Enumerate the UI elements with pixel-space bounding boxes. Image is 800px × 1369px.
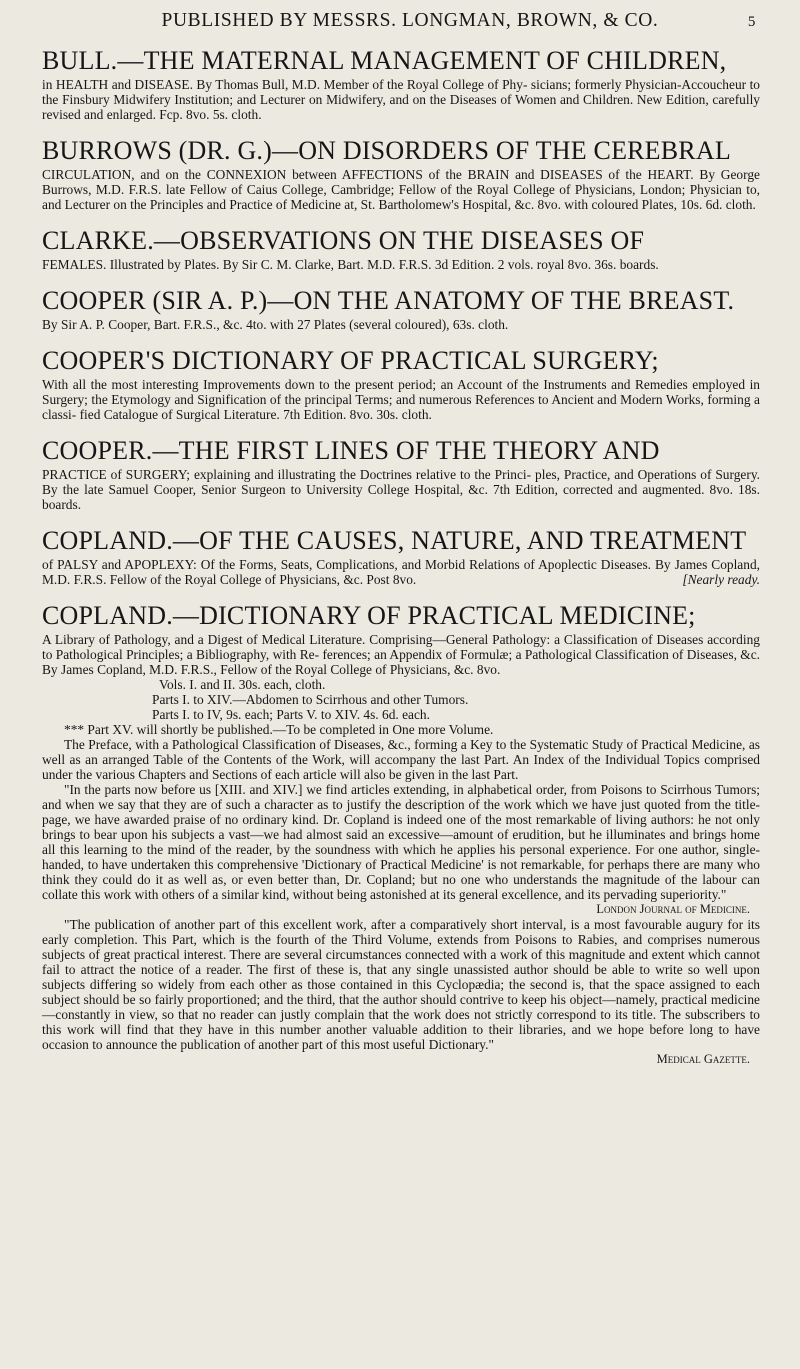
entry-heading: CLARKE.—OBSERVATIONS ON THE DISEASES OF bbox=[42, 226, 645, 255]
description-line: on Midwifery, and on the Diseases of Women and Children. New Edition, carefully revised bbox=[42, 92, 760, 122]
review-paragraph: "The publication of another part of this excellent work, after a comparatively short interval, is a most favourable augury for its early completion. This Part, which is the fourth of the Third Volume, extends from Poisons to Rabies, and comprises numerous subjects of great practical interest. There are several circumstances connected with a work of this magnitude and extent which cannot fail to attract the notice of a reader. The first of these is, that any single unassisted author should be able to write so well upon subjects differing so widely from each other as those contained in this Cyclopædia; the second is, that the space assigned to each subject should be so fairly proportioned; and the third, that the author should contrive to keep his object—namely, practical medicine—constantly in view, so that no reader can justly complain that the work does not strictly correspond to its title. The subscribers to this work will find that they have in this number another valuable addition to their libraries, and we hope before long to have occasion to announce the publication of another part of this most useful Dictionary." bbox=[42, 917, 760, 1052]
description-line: Cambridge; Fellow of the Royal College of Physicians, London; Physician to, and Lecturer on bbox=[42, 182, 760, 212]
description-line: FEMALES. Illustrated by Plates. By Sir C. M. Clarke, Bart. M.D. F.R.S. 3d Edition. bbox=[42, 257, 495, 272]
description-line: ples, Practice, and Operations of Surgery. By the late Samuel Cooper, Senior Surgeon to bbox=[42, 467, 760, 497]
description-line: James Copland, M.D. F.R.S., Fellow of the Royal College of Physicians, &c. 8vo. bbox=[61, 662, 501, 677]
entry-description bbox=[42, 77, 760, 122]
entry-description bbox=[42, 632, 760, 677]
review-citation: London Journal of Medicine. bbox=[596, 902, 750, 916]
entry-description bbox=[42, 317, 760, 332]
description-line: By Sir A. P. Cooper, Bart. F.R.S., &c. 4to. with 27 Plates (several coloured), 63s. cloth. bbox=[42, 317, 509, 332]
page-number: 5 bbox=[747, 14, 756, 30]
catalogue-entries bbox=[42, 46, 760, 1067]
catalogue-entry bbox=[42, 436, 760, 512]
availability-note: [Nearly ready. bbox=[682, 572, 760, 587]
description-line: principal Terms; and numerous References to Ancient and Modern Works, forming a classi- bbox=[42, 392, 760, 422]
catalogue-entry bbox=[42, 601, 760, 1067]
review-paragraph: "In the parts now before us [XIII. and XIV.] we find articles extending, in alphabetical order, from Poisons to Scirrhous Tumors; and when we say that they are of such a character as to justify the description of the work which we have just quoted from the title-page, we have awarded praise of no ordinary kind. Dr. Copland is indeed one of the most remarkable of living authors: he not only brings to bear upon his subjects a vast—we had almost said an excessive—amount of erudition, but he illuminates and brings home all this learning to the mind of the reader, by the soundness with which he applies his personal experience. For one author, single-handed, to have undertaken this comprehensive 'Dictionary of Practical Medicine' is not remarkable, for perhaps there are many who think they could do it as well as, or even better than, Dr. Copland; but no one who understands the magnitude of the labour can collate this work with others of a similar kind, without being astonished at its general excellence, and its pervading superiority." bbox=[42, 782, 760, 902]
catalogue-entry bbox=[42, 226, 760, 272]
review-citation: Medical Gazette. bbox=[656, 1052, 750, 1066]
description-line: ferences; an Appendix of Formulæ; a Pathological Classification of Diseases, &c. By bbox=[42, 647, 760, 677]
entry-heading: BULL.—THE MATERNAL MANAGEMENT OF CHILDREN, bbox=[42, 46, 727, 75]
entry-description bbox=[42, 377, 760, 422]
description-line: fied Catalogue of Surgical Literature. 7th Edition. 8vo. 30s. cloth. bbox=[79, 407, 432, 422]
description-line: Apoplectic Diseases. By James Copland, M.D. F.R.S. Fellow of the Royal College of bbox=[42, 557, 760, 587]
catalogue-entry bbox=[42, 136, 760, 212]
description-line: Physicians, &c. Post 8vo. bbox=[279, 572, 417, 587]
description-line: DISEASES of the HEART. By George Burrows, M.D. F.R.S. late Fellow of Caius College, bbox=[42, 167, 760, 197]
entry-description bbox=[42, 257, 760, 272]
description-line: Instruments and Remedies employed in Surgery; the Etymology and Signification of the bbox=[42, 377, 760, 407]
running-head bbox=[72, 10, 756, 40]
entry-description bbox=[42, 467, 760, 512]
description-line: 2 vols. royal 8vo. 36s. boards. bbox=[497, 257, 659, 272]
catalogue-entry bbox=[42, 286, 760, 332]
publisher-title: PUBLISHED BY MESSRS. LONGMAN, BROWN, & CO. bbox=[161, 10, 659, 31]
catalogue-entry bbox=[42, 346, 760, 422]
description-line: A Library of Pathology, and a Digest of Medical Literature. Comprising—General Pathology: bbox=[42, 632, 551, 647]
review-paragraph: The Preface, with a Pathological Classification of Diseases, &c., forming a Key to the Systematic Study of Practical Medicine, as well as an arranged Table of the Contents of the Work, will accompany the last Part. An Index of the Individual Topics comprised under the various Chapters and Sections of each article will also be given in the last Part. bbox=[42, 737, 760, 782]
catalogue-entry bbox=[42, 46, 760, 122]
description-line: CIRCULATION, and on the CONNEXION between AFFECTIONS of the BRAIN and bbox=[42, 167, 535, 182]
description-line: a Classification of Diseases according to Pathological Principles; a Bibliography, with Re- bbox=[42, 632, 760, 662]
description-line: University College Hospital, &c. 7th Edition, corrected and augmented. 8vo. 18s. boards. bbox=[42, 482, 760, 512]
publication-note: *** Part XV. will shortly be published.—To be completed in One more Volume. bbox=[64, 722, 494, 737]
description-line: of PALSY and APOPLEXY: Of the Forms, Seats, Complications, and Morbid Relations of bbox=[42, 557, 535, 572]
description-line: and enlarged. Fcp. 8vo. 5s. cloth. bbox=[84, 107, 262, 122]
entry-heading: COPLAND.—DICTIONARY OF PRACTICAL MEDICINE; bbox=[42, 601, 696, 630]
volume-line: Vols. I. and II. 30s. each, cloth. bbox=[159, 677, 326, 692]
entry-description bbox=[42, 167, 760, 212]
entry-heading: COOPER'S DICTIONARY OF PRACTICAL SURGERY; bbox=[42, 346, 659, 375]
entry-heading: COOPER.—THE FIRST LINES OF THE THEORY AND bbox=[42, 436, 660, 465]
description-line: sicians; formerly Physician-Accoucheur to the Finsbury Midwifery Institution; and Lecturer bbox=[42, 77, 760, 107]
description-line: in HEALTH and DISEASE. By Thomas Bull, M.D. Member of the Royal College of Phy- bbox=[42, 77, 528, 92]
entry-description bbox=[42, 557, 760, 587]
description-line: With all the most interesting Improvements down to the present period; an Account of the bbox=[42, 377, 539, 392]
volume-line: Parts I. to IV, 9s. each; Parts V. to XIV. 4s. 6d. each. bbox=[152, 707, 430, 722]
entry-heading: COOPER (SIR A. P.)—ON THE ANATOMY OF THE BREAST. bbox=[42, 286, 735, 315]
entry-heading: COPLAND.—OF THE CAUSES, NATURE, AND TREATMENT bbox=[42, 526, 747, 555]
description-line: the Principles and Practice of Medicine at, St. Bartholomew's Hospital, &c. 8vo. with bbox=[130, 197, 589, 212]
volume-line: Parts I. to XIV.—Abdomen to Scirrhous and other Tumors. bbox=[152, 692, 469, 707]
description-line: coloured Plates, 10s. 6d. cloth. bbox=[591, 197, 756, 212]
catalogue-entry bbox=[42, 526, 760, 587]
entry-heading: BURROWS (DR. G.)—ON DISORDERS OF THE CEREBRAL bbox=[42, 136, 731, 165]
description-line: PRACTICE of SURGERY; explaining and illustrating the Doctrines relative to the Princi- bbox=[42, 467, 532, 482]
